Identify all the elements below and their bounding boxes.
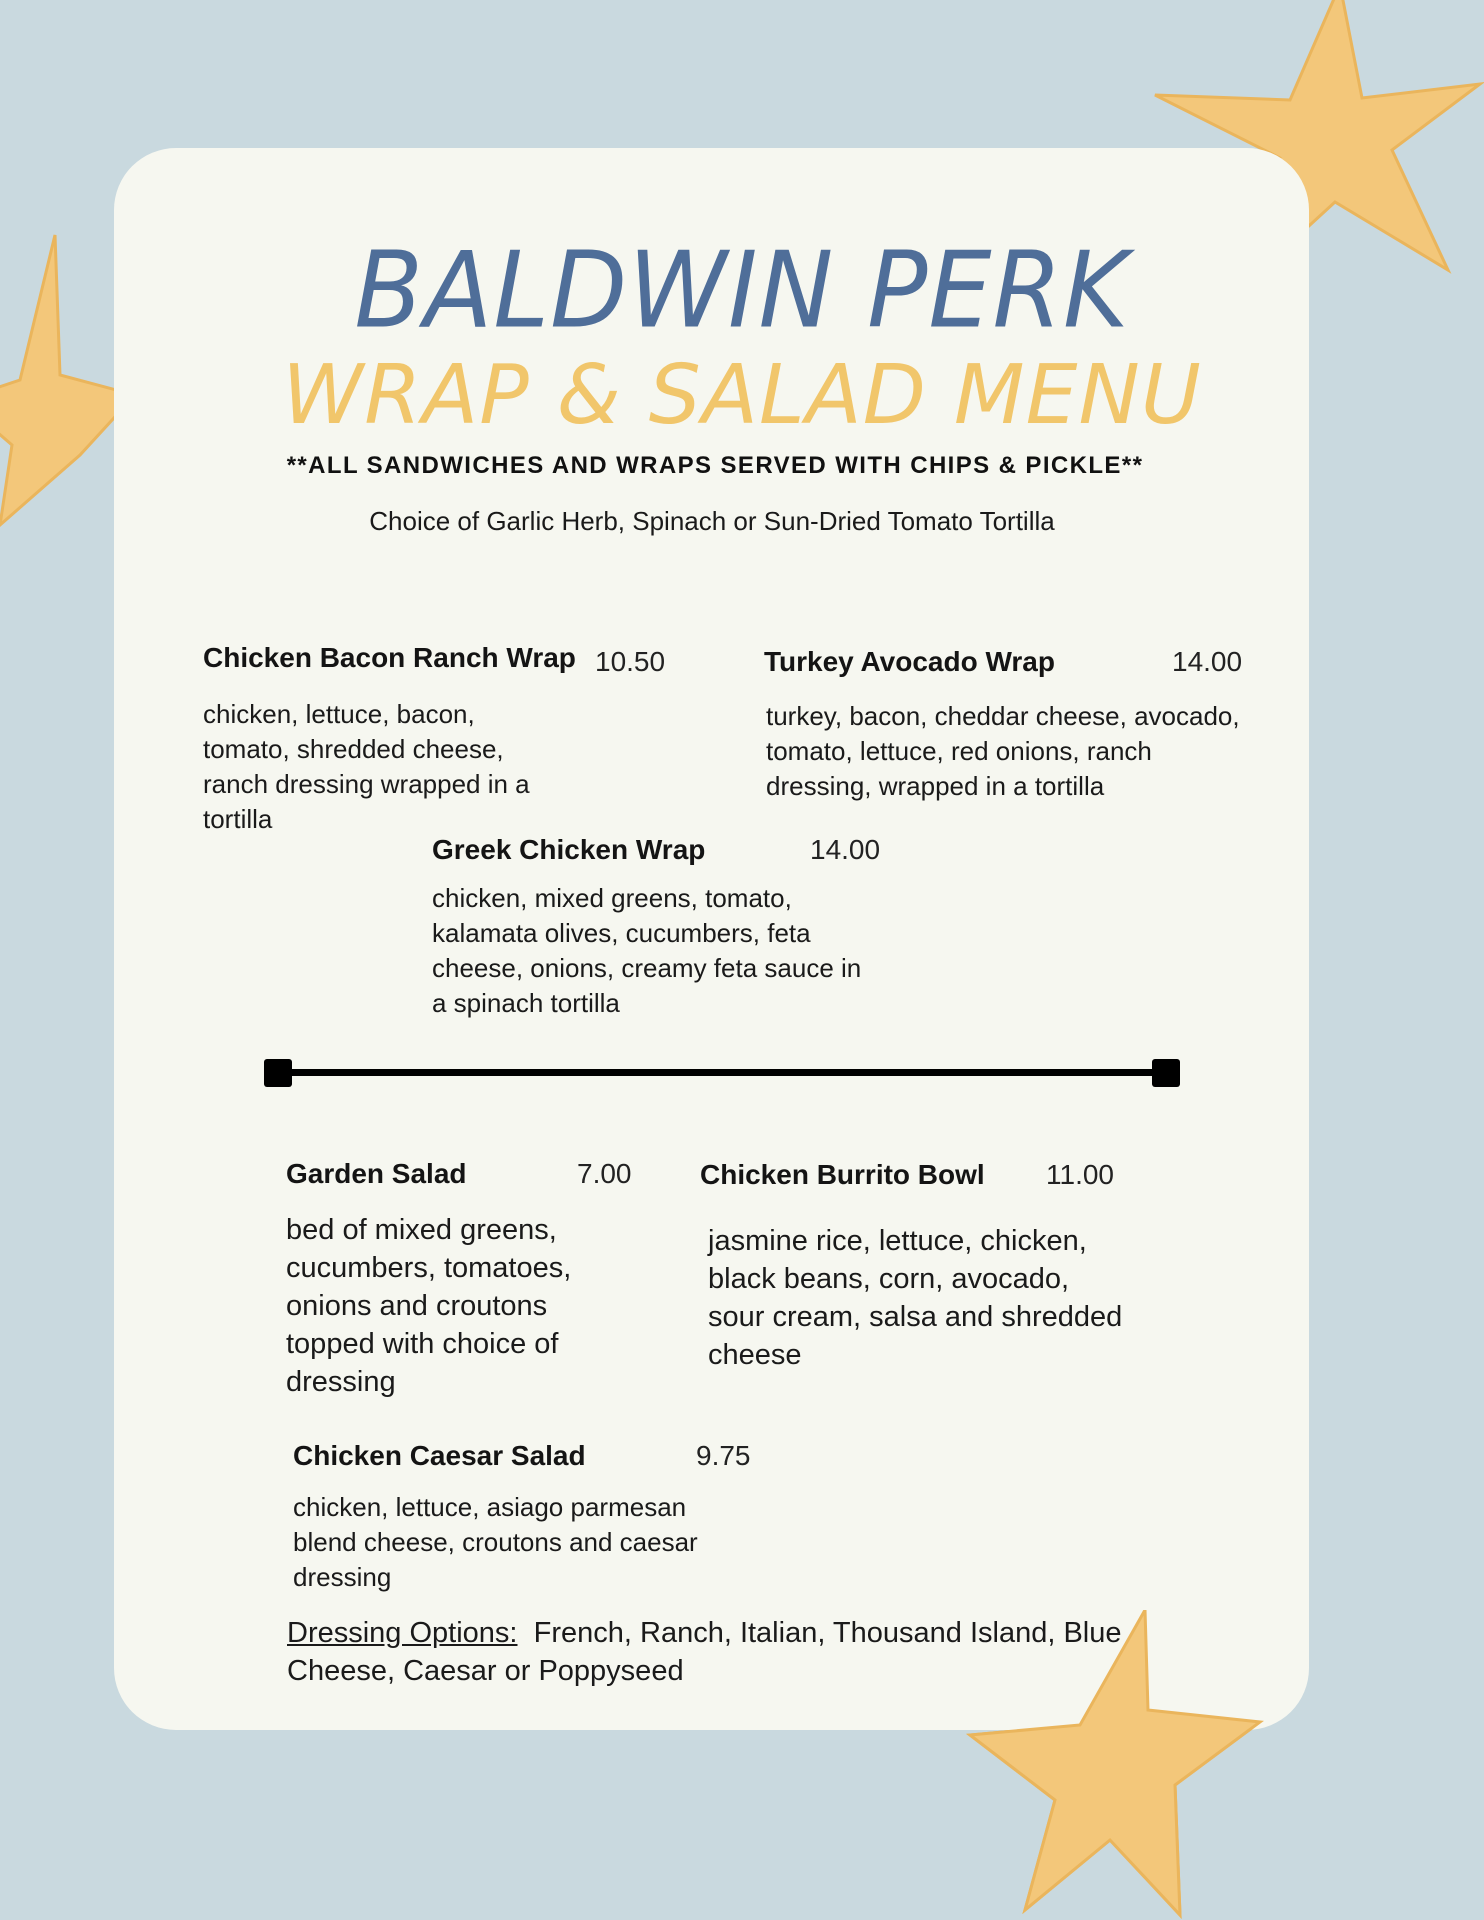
section-divider [278, 1069, 1168, 1076]
wrap-price: 10.50 [595, 646, 666, 677]
wrap-description: chicken, lettuce, bacon, tomato, shredded cheese, ranch dressing wrapped in a tortilla [203, 699, 530, 834]
dressing-options [287, 1614, 1147, 1690]
wrap-description: chicken, mixed greens, tomato, kalamata olives, cucumbers, feta cheese, onions, creamy feta sauce in a spinach tortilla [432, 883, 862, 1018]
wrap-name: Greek Chicken Wrap [432, 834, 706, 865]
salad-name: Chicken Burrito Bowl [700, 1159, 985, 1190]
wrap-price: 14.00 [1172, 646, 1243, 677]
divider-right-cap [1152, 1059, 1180, 1087]
tortilla-choice: Choice of Garlic Herb, Spinach or Sun-Dried Tomato Tortilla [369, 506, 1055, 536]
salad-description: chicken, lettuce, asiago parmesan blend cheese, croutons and caesar dressing [293, 1492, 698, 1592]
divider-left-cap [264, 1059, 292, 1087]
salad-price: 7.00 [577, 1158, 632, 1189]
salad-name: Garden Salad [286, 1158, 467, 1189]
salad-name: Chicken Caesar Salad [293, 1440, 586, 1471]
dressing-options-list: French, Ranch, Italian, Thousand Island, Blue Cheese, Caesar or Poppyseed [287, 1617, 1122, 1687]
salad-description: bed of mixed greens, cucumbers, tomatoes, onions and croutons topped with choice of dressing [286, 1214, 572, 1398]
salad-price: 9.75 [696, 1440, 751, 1471]
wrap-name: Turkey Avocado Wrap [764, 646, 1055, 677]
dressing-options-label: Dressing Options: [287, 1617, 518, 1649]
served-with-notice: **ALL SANDWICHES AND WRAPS SERVED WITH CHIPS & PICKLE** [286, 452, 1144, 479]
salad-price: 11.00 [1046, 1159, 1114, 1190]
menu-subtitle: WRAP & SALAD MENU [282, 348, 1202, 443]
wrap-name: Chicken Bacon Ranch Wrap [203, 642, 576, 673]
wrap-price: 14.00 [810, 834, 881, 865]
wrap-description: turkey, bacon, cheddar cheese, avocado, tomato, lettuce, red onions, ranch dressing, wrapped in a tortilla [766, 701, 1240, 801]
menu-title: BALDWIN PERK [354, 229, 1130, 352]
salad-description: jasmine rice, lettuce, chicken, black beans, corn, avocado, sour cream, salsa and shredded cheese [708, 1225, 1123, 1371]
